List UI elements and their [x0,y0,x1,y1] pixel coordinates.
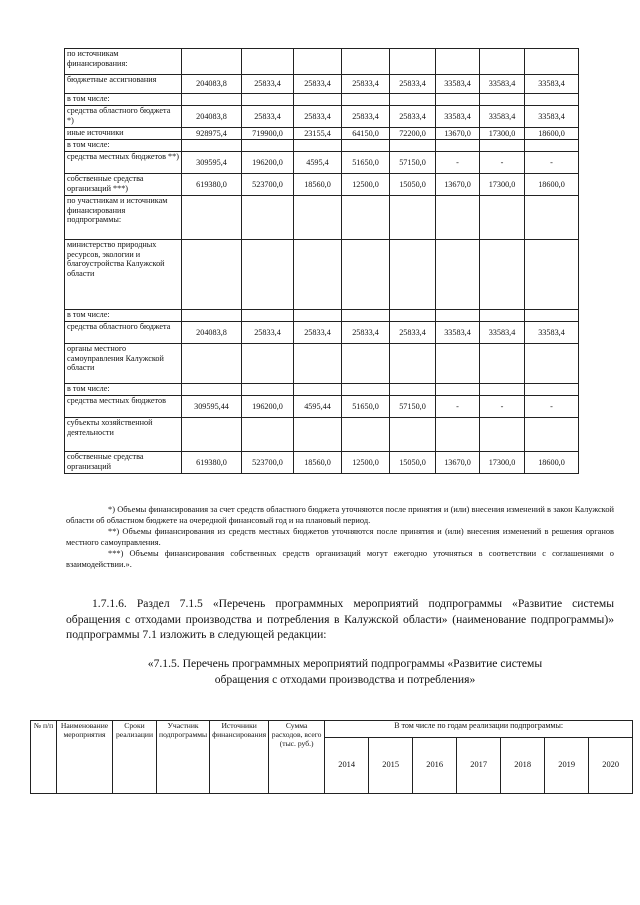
funding-cell: 33583,4 [525,106,579,128]
funding-cell: 523700,0 [242,174,294,196]
funding-cell [480,384,525,396]
funding-cell [294,49,342,75]
funding-cell: 4595,44 [294,396,342,418]
funding-cell [294,196,342,240]
funding-row-label: иные источники [65,128,182,140]
funding-cell [294,418,342,452]
funding-cell: 23155,4 [294,128,342,140]
funding-cell [525,140,579,152]
funding-cell [525,344,579,384]
header-year: 2018 [501,737,545,793]
funding-cell: 25833,4 [390,322,436,344]
funding-row-label: собственные средства организаций [65,452,182,474]
funding-cell: 25833,4 [294,106,342,128]
funding-cell: 17300,0 [480,452,525,474]
funding-cell [390,344,436,384]
funding-cell [242,94,294,106]
funding-cell: 33583,4 [525,75,579,94]
funding-row [65,152,579,174]
funding-cell [242,49,294,75]
header-year: 2020 [589,737,633,793]
header-year: 2019 [545,737,589,793]
funding-cell: 72200,0 [390,128,436,140]
funding-cell: - [525,396,579,418]
funding-cell [480,49,525,75]
funding-cell: 17300,0 [480,128,525,140]
header-sum: Сумма расходов, всего (тыс. руб.) [269,721,325,794]
funding-cell [294,240,342,310]
funding-cell: 57150,0 [390,152,436,174]
footnote-regional: *) Объемы финансирования за счет средств областного бюджета уточняются после принятия и (или) внесения изменений в закон Калужской области об областном бюджете на очередной финансовый год и на плановый период. [66,505,614,525]
footnote-local: **) Объемы финансирования из средств местных бюджетов уточняются после принятия и (или) внесения изменений в решения органов местного самоуправления. [66,527,614,547]
funding-cell: 33583,4 [525,322,579,344]
funding-row [65,396,579,418]
funding-row-label: в том числе: [65,94,182,106]
funding-cell [342,384,390,396]
funding-cell [342,344,390,384]
funding-cell: 196200,0 [242,396,294,418]
funding-cell: 18600,0 [525,128,579,140]
funding-cell [242,140,294,152]
funding-cell: 33583,4 [480,322,525,344]
funding-cell [242,196,294,240]
funding-cell: 18560,0 [294,174,342,196]
funding-cell: 18600,0 [525,174,579,196]
funding-cell: 25833,4 [294,322,342,344]
funding-cell: 17300,0 [480,174,525,196]
funding-cell: 25833,4 [294,75,342,94]
funding-cell [436,94,480,106]
header-participant: Участник подпрограммы [157,721,210,794]
funding-cell [390,310,436,322]
amendment-paragraph: 1.7.1.6. Раздел 7.1.5 «Перечень программных мероприятий подпрограммы «Развитие системы обращения с отходами производства и потребления в Калужской области» (наименование подпрограммы)» подпрограммы 7.1 изложить в следующей редакции: [66,597,614,641]
funding-cell: 25833,4 [342,75,390,94]
funding-cell: 25833,4 [242,322,294,344]
funding-row [65,94,579,106]
funding-row [65,106,579,128]
funding-row-label: собственные средства организаций ***) [65,174,182,196]
funding-cell [242,418,294,452]
funding-cell [480,196,525,240]
funding-cell [480,140,525,152]
funding-cell: 523700,0 [242,452,294,474]
funding-cell [436,240,480,310]
funding-cell: 33583,4 [436,75,480,94]
header-by-years: В том числе по годам реализации подпрограммы: [325,721,633,738]
funding-cell: 33583,4 [436,322,480,344]
funding-cell [182,240,242,310]
funding-cell [182,196,242,240]
funding-row [65,140,579,152]
funding-row [65,384,579,396]
funding-cell: 204083,8 [182,106,242,128]
funding-cell [182,384,242,396]
funding-row-label: по источникам финансирования: [65,49,182,75]
funding-cell [436,344,480,384]
footnote-organizations: ***) Объемы финансирования собственных средств организаций могут ежегодно уточняться в соответствии с соглашениями о взаимодействии.». [66,549,614,569]
funding-row [65,418,579,452]
funding-row [65,452,579,474]
funding-cell [525,384,579,396]
funding-cell [436,140,480,152]
funding-cell [436,196,480,240]
funding-row [65,310,579,322]
funding-row [65,344,579,384]
funding-cell [436,310,480,322]
funding-row-label: в том числе: [65,140,182,152]
section-title [110,656,580,687]
funding-cell: 13670,0 [436,128,480,140]
funding-cell [342,49,390,75]
header-terms: Сроки реализации [113,721,157,794]
funding-cell: 57150,0 [390,396,436,418]
funding-cell: 51650,0 [342,152,390,174]
funding-cell [525,196,579,240]
funding-cell: 15050,0 [390,174,436,196]
funding-row-label: в том числе: [65,384,182,396]
funding-cell: 25833,4 [342,322,390,344]
funding-cell [525,240,579,310]
funding-cell [390,49,436,75]
funding-cell [242,384,294,396]
funding-cell: 25833,4 [342,106,390,128]
section-title-line-2: обращения с отходами производства и потребления» [214,672,476,686]
header-sources: Источники финансирования [210,721,269,794]
funding-cell: 928975,4 [182,128,242,140]
funding-cell: 12500,0 [342,452,390,474]
funding-cell: 309595,4 [182,152,242,174]
header-year: 2015 [369,737,413,793]
funding-cell: 619380,0 [182,174,242,196]
funding-cell [242,344,294,384]
funding-cell: 33583,4 [480,106,525,128]
funding-row-label: министерство природных ресурсов, экологии и благоустройства Калужской области [65,240,182,310]
funding-cell: 13670,0 [436,452,480,474]
funding-cell [182,49,242,75]
funding-cell: 25833,4 [390,106,436,128]
header-num: № п/п [31,721,57,794]
funding-row [65,240,579,310]
funding-cell [480,310,525,322]
funding-cell: - [436,396,480,418]
funding-cell [480,94,525,106]
funding-cell: 25833,4 [390,75,436,94]
funding-cell [294,94,342,106]
funding-row-label: по участникам и источникам финансирования подпрограммы: [65,196,182,240]
funding-cell [525,49,579,75]
funding-cell: 12500,0 [342,174,390,196]
funding-cell [182,418,242,452]
funding-cell [182,140,242,152]
funding-cell [390,94,436,106]
header-year: 2014 [325,737,369,793]
funding-row-label: средства местных бюджетов **) [65,152,182,174]
funding-cell: 204083,8 [182,75,242,94]
funding-cell [480,344,525,384]
funding-cell: - [480,152,525,174]
funding-row [65,128,579,140]
funding-cell [342,418,390,452]
funding-cell: 64150,0 [342,128,390,140]
funding-cell: 13670,0 [436,174,480,196]
funding-row [65,322,579,344]
funding-cell: - [480,396,525,418]
funding-cell: 4595,4 [294,152,342,174]
funding-cell [480,418,525,452]
funding-cell [294,140,342,152]
funding-cell: 18560,0 [294,452,342,474]
measures-table [30,720,633,794]
funding-row-label: субъекты хозяйственной деятельности [65,418,182,452]
funding-cell: - [436,152,480,174]
funding-cell [182,344,242,384]
funding-cell: 196200,0 [242,152,294,174]
funding-row-label: средства местных бюджетов [65,396,182,418]
funding-cell [342,310,390,322]
funding-cell: 51650,0 [342,396,390,418]
funding-cell [342,240,390,310]
funding-cell: 25833,4 [242,75,294,94]
funding-cell [436,49,480,75]
header-year: 2017 [457,737,501,793]
funding-cell [436,418,480,452]
funding-cell [480,240,525,310]
funding-cell: 15050,0 [390,452,436,474]
funding-cell [294,310,342,322]
funding-cell [390,240,436,310]
funding-cell: 25833,4 [242,106,294,128]
funding-cell: 18600,0 [525,452,579,474]
funding-row-label: в том числе: [65,310,182,322]
funding-row [65,49,579,75]
funding-cell: 619380,0 [182,452,242,474]
funding-row [65,196,579,240]
funding-cell: 33583,4 [480,75,525,94]
funding-cell [525,94,579,106]
funding-cell: 719900,0 [242,128,294,140]
funding-cell [436,384,480,396]
funding-cell [390,196,436,240]
funding-cell: 33583,4 [436,106,480,128]
funding-cell [182,310,242,322]
funding-cell [342,196,390,240]
funding-cell: 204083,8 [182,322,242,344]
funding-row-label: средства областного бюджета [65,322,182,344]
funding-cell [390,140,436,152]
funding-cell: 309595,44 [182,396,242,418]
funding-cell [294,384,342,396]
funding-row-label: органы местного самоуправления Калужской области [65,344,182,384]
section-title-line-1: «7.1.5. Перечень программных мероприятий подпрограммы «Развитие системы [147,657,543,670]
footnotes [66,504,614,570]
funding-row-label: бюджетные ассигнования [65,75,182,94]
funding-row [65,75,579,94]
funding-cell [525,310,579,322]
funding-cell [525,418,579,452]
funding-cell [390,384,436,396]
funding-row [65,174,579,196]
header-year: 2016 [413,737,457,793]
funding-cell [182,94,242,106]
funding-cell [342,94,390,106]
funding-row-label: средства областного бюджета *) [65,106,182,128]
funding-cell [390,418,436,452]
funding-table [64,48,579,474]
funding-cell [342,140,390,152]
funding-cell [294,344,342,384]
header-name: Наименование мероприятия [57,721,113,794]
funding-cell [242,240,294,310]
funding-cell [242,310,294,322]
funding-cell: - [525,152,579,174]
